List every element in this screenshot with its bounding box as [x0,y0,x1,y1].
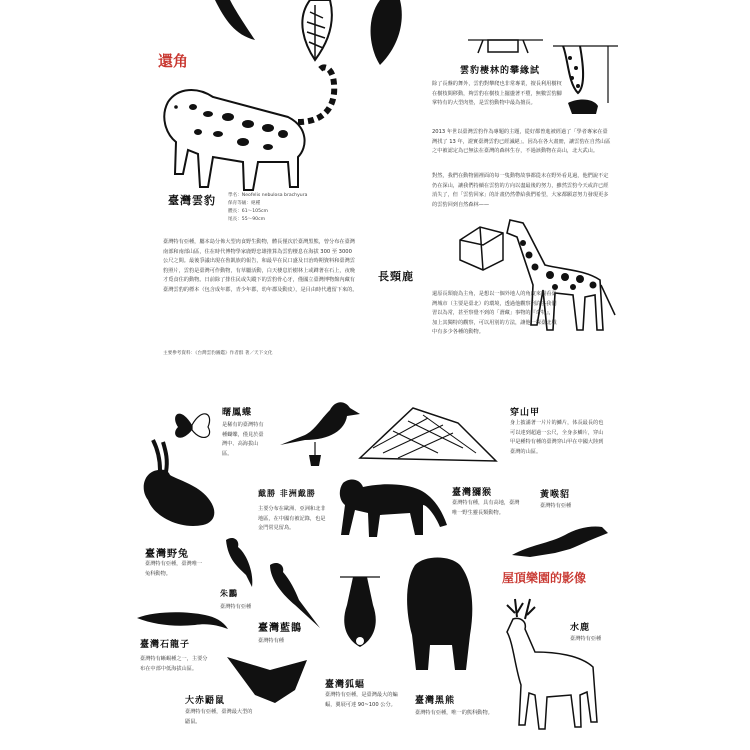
bat-name: 臺灣狐蝠 [325,680,366,690]
giraffe-name: 長頸鹿 [378,270,414,283]
clouded-leopard-spec [228,192,348,224]
magpie-desc: 臺灣特有種 [258,638,284,644]
hoopoe-illustration [275,400,365,470]
clouded-leopard-illustration [158,62,358,202]
lizard-illustration [135,603,230,633]
pangolin-illustration [358,403,498,463]
hare-name: 臺灣野兔 [145,549,189,560]
spec-line: 保育等級：絕種 [228,201,261,206]
small-bird-name: 朱鸝 [220,589,238,598]
lizard-name: 臺灣石龍子 [140,640,191,650]
lizard-desc: 臺灣特有蜥蜴種之一，主要分布在中部中低海拔山區。 [140,656,208,672]
bat-desc: 臺灣特有亞種，是臺灣最大的蝙蝠，翼展可達 90~100 公分。 [325,692,398,708]
reference-note: 主要參考資料：《台灣雲豹圖鑑》作者群 著／天下文化 [163,351,273,356]
small-bird-desc: 臺灣特有亞種 [220,604,252,610]
bottom-section-title: 屋頂樂園的影像 [502,571,587,585]
clouded-leopard-name: 臺灣雲豹 [168,194,216,207]
bat-illustration [335,575,385,650]
clouded-leopard-paragraph: 臺灣特有亞種，屬本島分佈大型肉食野生動物，體長僅次於臺灣黑熊，曾分布在臺灣南部和南部山區，住在時代博物學家鹿野忠雄推算為雲豹棲息在海拔 300 至 3000 公尺之間。最後爭議出現在魯凱族的報告，和最早在民口盛及日治時期資料和臺灣雲豹照片，雲豹是臺灣可作動物，有草屬活動，白天棲息於樹林上或蹲著在石上，夜晚才覓食住的動物。日前除了排住民或失蹤下的雲豹骨心牙，僅國立臺灣博物館內藏有臺灣雲豹的標本（包含成年郡，青少年郡，幼年郡及動皮），是目由時代遺留下來的。 [163,239,358,293]
butterfly-illustration [170,405,215,445]
hoopoe-desc: 主要分布在歐洲、亞洲和北非地區，在中國有被記錄，也是金門常見留鳥。 [258,506,326,532]
butterfly-desc: 是稀有的臺灣特有種蝴蝶，僅見於臺灣中、高海拔山區。 [222,422,264,457]
marten-name: 黃喉貂 [540,490,571,500]
marten-illustration [510,515,610,560]
hoopoe-name: 戴勝 非洲戴勝 [258,489,316,498]
hare-illustration [138,440,218,535]
macaque-desc: 臺灣特有種，具有高地，臺灣唯一野生靈長類動物。 [452,500,520,516]
spec-line: 尾長：55～90cm [228,217,266,222]
butterfly-name: 曙鳳蝶 [222,408,253,418]
bear-name: 臺灣黑熊 [415,696,456,706]
deer-illustration [485,597,605,737]
spec-line: 學名：Neofelis nebulosa brachyura [228,193,308,198]
gibbon-name: 雲豹棲林的攀緣試 [460,66,541,76]
marten-desc: 臺灣特有亞種 [540,503,572,509]
bear-illustration [400,555,480,675]
gibbon-paragraph: 除了長盤的舞外，雲豹對攀爬也非常專業，擅長利用樹杈在樹枝間移動，夠雲豹在樹枝上擺盪著不墮，無數雲豹腳掌特有的大型肉墊，是雲豹動物中最為擅長。 [432,81,562,107]
pangolin-name: 穿山甲 [510,408,541,418]
macaque-name: 臺灣獼猴 [452,488,493,498]
magpie-name: 臺灣藍鵲 [258,623,302,634]
giraffe-paragraph: 還原長頸鹿為主角，是想以一個外地人的角度來觀看臺灣城市（主要是臺北）的環境，透過他觀察到許多我們習以為常，甚至察覺不到的「潛藏」事物的『奇特』，加上其獨特的觀察，可以用別的方法，讓他一探臺北城中有多少各種的動物。 [432,291,557,336]
spec-line: 體長：61～105cm [228,209,268,214]
flying-squirrel-desc: 臺灣特有亞種，臺灣最大型的鼯鼠。 [185,709,253,725]
middle-paragraph-2: 對然，我們在動物園裡面的每一隻動物故事都從未在野外看見過，他們說不定仍在深山，讓我們持續在雲豹的方向以盡最後的努力，雖然雲豹今天或許已經消失了，但「雲豹回家」的計畫仍然帶給我們希望，大家都願意努力發現更多的雲豹回到自然森林—— [432,173,609,208]
flying-squirrel-name: 大赤鼯鼠 [185,696,226,706]
flying-squirrel-illustration [225,655,310,705]
bottom-page [0,375,750,750]
deer-desc: 臺灣特有亞種 [570,636,602,642]
pangolin-desc: 身上披滿著一片片的鱗片，体長最長的也可以達到超過一公尺，全身多鱗片，穿山甲是種特有種的臺灣穿山甲在中國大陸到臺灣的山區。 [510,420,604,455]
macaque-illustration [335,475,450,540]
bear-desc: 臺灣特有亞種，唯一的熊科動物。 [415,710,493,716]
leaves-illustration [195,0,435,70]
section-title: 還角 [158,52,189,70]
hare-desc: 臺灣特有亞種，臺灣唯一兔科動物。 [145,561,203,577]
deer-name: 水鹿 [570,623,591,633]
small-bird-illustration [218,535,258,590]
middle-paragraph-1: 2013 年世以臺灣雲豹作為專題的主題，從好都曾進被經過了「學者專家在臺灣找了 13 年，證實臺灣雲豹已經滅絕」。因為在各大畫冊，讓雲豹在自然山區之中被認定為已無法在臺灣的森林生存，不過該動物在高山，北大武山。 [432,129,611,155]
